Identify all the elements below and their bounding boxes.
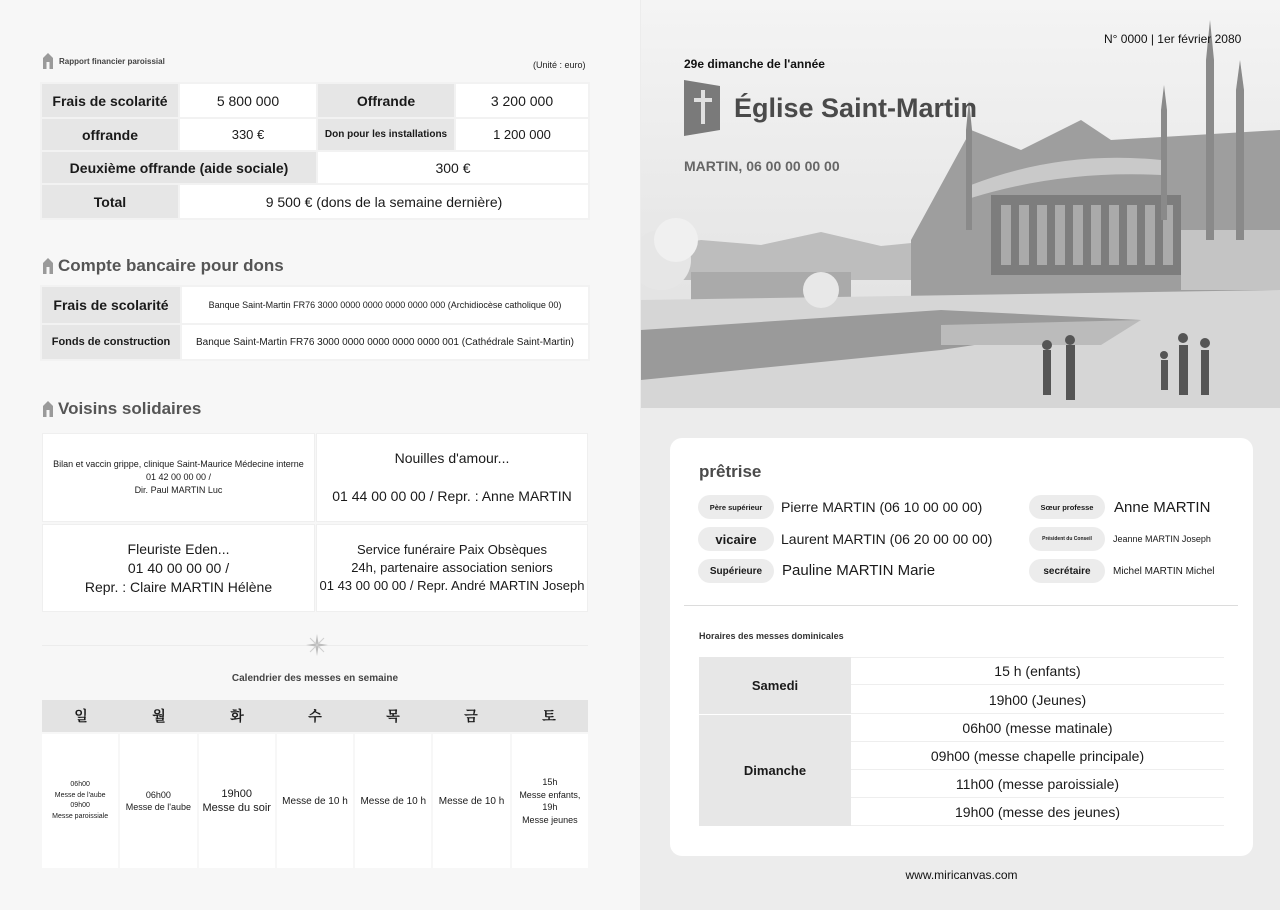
bank-account: Banque Saint-Martin FR76 3000 0000 0000 0000 0000 001 (Cathédrale Saint-Martin) xyxy=(182,325,588,359)
voisin-line: 24h, partenaire association seniors xyxy=(351,560,553,575)
day-monday: 월 xyxy=(152,708,166,724)
divider xyxy=(684,605,1238,606)
cross-icon xyxy=(684,80,724,136)
finance-value: 300 € xyxy=(318,152,588,183)
day-tuesday: 화 xyxy=(230,708,244,724)
mass-label: Messe paroissiale xyxy=(52,812,109,820)
table-row xyxy=(42,287,588,323)
clergy-name: Anne MARTIN xyxy=(1114,499,1211,516)
sparkle-icon xyxy=(306,634,328,656)
mass-label: Messe du soir xyxy=(202,802,271,814)
voisin-line: Dir. Paul MARTIN Luc xyxy=(134,485,223,495)
clergy-title: prêtrise xyxy=(699,462,762,481)
finance-value: 5 800 000 xyxy=(180,84,316,117)
finance-label: offrande xyxy=(42,119,178,150)
mass-time-row: 19h00 (messe des jeunes) xyxy=(851,799,1224,826)
mass-label: Messe de 10 h xyxy=(282,795,348,807)
mass-label: Messe de l'aube xyxy=(54,791,106,799)
finance-total-label: Total xyxy=(42,185,178,218)
voisin-line: 01 43 00 00 00 / Repr. André MARTIN Joseph xyxy=(319,578,585,593)
mass-time-row: 06h00 (messe matinale) xyxy=(851,715,1224,742)
calendar-body xyxy=(42,734,588,868)
calendar-cell xyxy=(120,734,196,868)
mass-label: Messe jeunes xyxy=(522,814,578,825)
voisin-line: 01 40 00 00 00 / xyxy=(127,559,230,576)
mass-time-row: 09h00 (messe chapelle principale) xyxy=(851,743,1224,770)
day-thursday: 목 xyxy=(386,708,400,724)
mass-label: Messe enfants, xyxy=(519,789,581,800)
day-friday: 금 xyxy=(464,708,478,724)
clergy-name: Laurent MARTIN (06 20 00 00 00) xyxy=(781,531,993,547)
finance-label: Don pour les installations xyxy=(318,119,454,150)
table-row xyxy=(42,325,588,359)
finance-label: Offrande xyxy=(318,84,454,117)
voisin-line: Nouilles d'amour... xyxy=(394,450,510,466)
table-row xyxy=(42,84,588,117)
mass-time: 06h00 xyxy=(70,781,90,788)
voisin-line: Service funéraire Paix Obsèques xyxy=(356,542,548,557)
finance-heading-label: Rapport financier paroissial xyxy=(59,56,165,66)
sunday-label-cell: Dimanche xyxy=(699,715,851,826)
role-pill: Président du Conseil xyxy=(1029,527,1105,551)
church-icon xyxy=(42,258,54,274)
sunday-masses-title: Horaires des messes dominicales xyxy=(699,631,844,641)
day-saturday: 토 xyxy=(542,708,556,724)
bank-title-text: Compte bancaire pour dons xyxy=(58,256,284,275)
sunday-label: 29e dimanche de l'année xyxy=(684,57,825,71)
finance-total-value: 9 500 € (dons de la semaine dernière) xyxy=(180,185,588,218)
calendar-cell xyxy=(42,734,118,868)
mass-label: Messe de 10 h xyxy=(360,795,427,807)
clergy-name: Pauline MARTIN Marie xyxy=(782,562,936,579)
finance-value: 330 € xyxy=(180,119,316,150)
finance-label: Frais de scolarité xyxy=(42,84,178,117)
calendar-cell xyxy=(512,734,588,868)
table-row xyxy=(42,185,588,218)
finance-value: 3 200 000 xyxy=(456,84,588,117)
finance-label: Deuxième offrande (aide sociale) xyxy=(42,152,316,183)
church-name: Église Saint-Martin xyxy=(734,93,978,123)
role-pill: Sœur professe xyxy=(1029,495,1105,519)
bank-account: Banque Saint-Martin FR76 3000 0000 0000 0000 0000 000 (Archidiocèse catholique 00) xyxy=(182,287,588,323)
day-wednesday: 수 xyxy=(308,708,322,724)
footer-url[interactable]: www.miricanvas.com xyxy=(905,868,1018,882)
voisin-card xyxy=(42,524,315,612)
clergy-name: Michel MARTIN Michel xyxy=(1113,566,1215,577)
calendar-cell xyxy=(355,734,431,868)
bank-label: Frais de scolarité xyxy=(42,287,180,323)
voisin-line: Fleuriste Eden... xyxy=(127,540,230,557)
issue-number: N° 0000 | 1er février 2080 xyxy=(1104,32,1242,46)
voisin-line: Bilan et vaccin grippe, clinique Saint-Maurice Médecine interne xyxy=(53,459,304,469)
calendar-cell xyxy=(433,734,509,868)
voisin-card xyxy=(316,524,588,612)
mass-time: 19h xyxy=(542,802,558,812)
voisin-card xyxy=(42,433,315,522)
role-pill: secrétaire xyxy=(1029,559,1105,583)
table-row xyxy=(42,152,588,183)
church-contact: MARTIN, 06 00 00 00 00 xyxy=(684,158,840,174)
voisin-line: Repr. : Claire MARTIN Hélène xyxy=(84,578,273,595)
mass-time-row: 15 h (enfants) xyxy=(851,657,1224,685)
unit-label: (Unité : euro) xyxy=(533,60,586,70)
mass-time: 06h00 xyxy=(145,790,171,800)
voisins-section-title xyxy=(42,399,201,419)
finance-table xyxy=(40,82,590,220)
voisin-card xyxy=(316,433,588,522)
info-card xyxy=(670,438,1253,856)
day-sunday: 일 xyxy=(74,708,88,724)
calendar-cell xyxy=(199,734,275,868)
mass-label: Messe de 10 h xyxy=(438,795,505,807)
mass-time: 15h xyxy=(542,777,558,787)
bank-section-title xyxy=(42,256,284,276)
mass-time-row: 19h00 (Jeunes) xyxy=(851,686,1224,714)
bank-table xyxy=(40,285,590,361)
finance-value: 1 200 000 xyxy=(456,119,588,150)
mass-time: 19h00 xyxy=(221,788,252,800)
role-pill: vicaire xyxy=(698,527,774,551)
church-icon xyxy=(42,53,54,69)
calendar-cell xyxy=(277,734,353,868)
role-pill: Père supérieur xyxy=(698,495,774,519)
calendar-title: Calendrier des messes en semaine xyxy=(231,673,399,684)
clergy-name: Pierre MARTIN (06 10 00 00 00) xyxy=(781,499,983,515)
voisins-title-text: Voisins solidaires xyxy=(58,399,202,418)
mass-time: 09h00 xyxy=(70,802,90,809)
calendar-header xyxy=(42,700,588,732)
table-row xyxy=(42,119,588,150)
bank-label: Fonds de construction xyxy=(42,325,180,359)
saturday-label: Samedi xyxy=(699,657,851,714)
mass-time-row: 11h00 (messe paroissiale) xyxy=(851,771,1224,798)
voisin-line: 01 42 00 00 00 / xyxy=(145,472,212,482)
finance-heading xyxy=(42,53,165,69)
role-pill: Supérieure xyxy=(698,559,774,583)
clergy-name: Jeanne MARTIN Joseph xyxy=(1113,534,1211,544)
voisin-line: 01 44 00 00 00 / Repr. : Anne MARTIN xyxy=(332,488,572,504)
mass-label: Messe de l'aube xyxy=(125,802,192,812)
church-icon xyxy=(42,401,54,417)
